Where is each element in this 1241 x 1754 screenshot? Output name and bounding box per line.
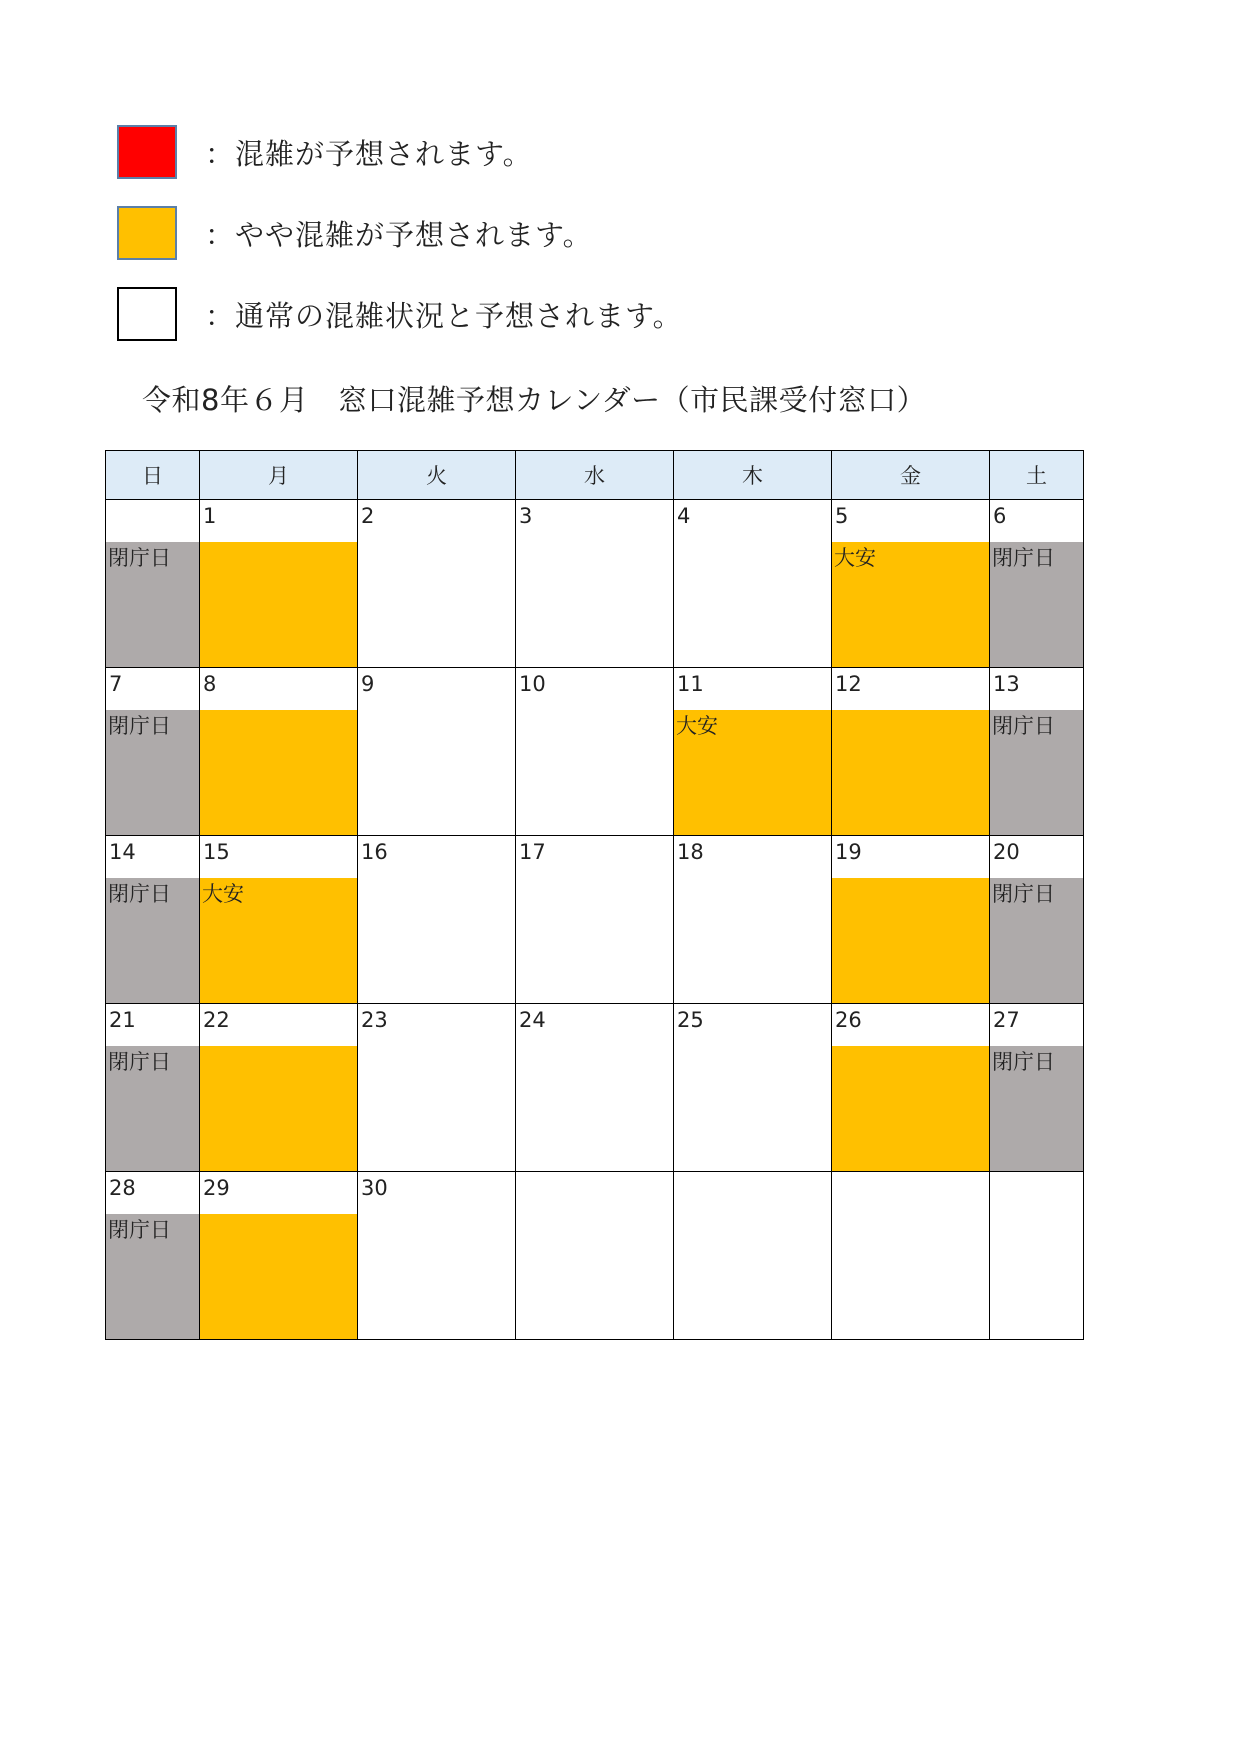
day-cell-content xyxy=(106,1004,199,1171)
day-number: 14 xyxy=(109,840,136,864)
day-status-closed: 閉庁日 xyxy=(106,710,199,835)
day-cell-content xyxy=(990,1172,1083,1339)
weekday-wed: 水 xyxy=(516,451,674,500)
day-status-closed: 閉庁日 xyxy=(106,542,199,667)
day-number: 25 xyxy=(677,1008,704,1032)
day-cell-content xyxy=(200,1004,357,1171)
calendar-day-cell xyxy=(358,1004,516,1172)
calendar-day-cell xyxy=(200,1172,358,1340)
day-number xyxy=(832,1172,989,1214)
day-number: 21 xyxy=(109,1008,136,1032)
day-status-moderate xyxy=(832,878,989,1003)
day-cell-content xyxy=(358,500,515,667)
day-cell-content xyxy=(358,836,515,1003)
calendar-day-cell xyxy=(516,836,674,1004)
day-number: 26 xyxy=(835,1008,862,1032)
day-status-normal xyxy=(358,542,515,667)
day-status-normal xyxy=(516,878,673,1003)
day-status-normal xyxy=(358,1214,515,1339)
calendar-day-cell xyxy=(106,668,200,836)
day-cell-content xyxy=(358,1172,515,1339)
legend-swatch-moderate xyxy=(117,206,177,260)
day-number: 1 xyxy=(203,504,217,528)
calendar-day-cell xyxy=(516,1172,674,1340)
calendar-day-cell xyxy=(200,500,358,668)
day-cell-content xyxy=(832,668,989,835)
day-cell-content xyxy=(106,836,199,1003)
calendar-day-cell xyxy=(358,836,516,1004)
calendar-day-cell xyxy=(990,500,1084,668)
calendar-day-cell xyxy=(674,836,832,1004)
day-number: 22 xyxy=(203,1008,230,1032)
day-status-closed: 閉庁日 xyxy=(990,1046,1083,1171)
weekday-thu: 木 xyxy=(674,451,832,500)
day-status-normal xyxy=(516,1214,673,1339)
day-number: 8 xyxy=(203,672,217,696)
calendar-day-cell xyxy=(200,836,358,1004)
day-number: 4 xyxy=(677,504,691,528)
day-status-normal xyxy=(358,1046,515,1171)
day-status-moderate: 大安 xyxy=(200,878,357,1003)
day-status-normal xyxy=(358,878,515,1003)
weekday-sat: 土 xyxy=(990,451,1084,500)
day-number: 30 xyxy=(361,1176,388,1200)
calendar-table xyxy=(105,450,1084,1340)
day-status-closed: 閉庁日 xyxy=(106,1046,199,1171)
day-cell-content xyxy=(832,1004,989,1171)
calendar-day-cell xyxy=(516,668,674,836)
day-status-moderate xyxy=(200,542,357,667)
day-status-moderate xyxy=(832,1046,989,1171)
day-cell-content xyxy=(674,1172,831,1339)
calendar-title: 令和8年６月 窓口混雑予想カレンダー（市民課受付窓口） xyxy=(142,383,927,417)
day-number: 3 xyxy=(519,504,533,528)
day-number: 18 xyxy=(677,840,704,864)
day-status-normal xyxy=(516,542,673,667)
legend-label-busy: ：混雑が予想されます。 xyxy=(205,136,533,171)
day-cell-content xyxy=(358,668,515,835)
day-status-moderate xyxy=(200,1214,357,1339)
calendar-day-cell xyxy=(674,1172,832,1340)
weekday-tue: 火 xyxy=(358,451,516,500)
day-status-closed: 閉庁日 xyxy=(106,1214,199,1339)
calendar-day-cell xyxy=(106,1004,200,1172)
day-status-normal xyxy=(674,542,831,667)
day-number: 15 xyxy=(203,840,230,864)
day-cell-content xyxy=(516,1172,673,1339)
day-cell-content xyxy=(990,836,1083,1003)
day-number xyxy=(106,500,199,542)
day-cell-content xyxy=(200,500,357,667)
day-status-normal xyxy=(674,878,831,1003)
day-cell-content xyxy=(832,836,989,1003)
day-cell-content xyxy=(674,668,831,835)
calendar-week-row xyxy=(106,1172,1084,1340)
legend-label-normal: ：通常の混雑状況と予想されます。 xyxy=(205,298,683,333)
legend-item-normal xyxy=(117,284,683,344)
calendar-day-cell xyxy=(106,836,200,1004)
day-status-normal xyxy=(990,1214,1083,1339)
day-status-moderate xyxy=(200,710,357,835)
day-number: 20 xyxy=(993,840,1020,864)
day-number: 5 xyxy=(835,504,849,528)
legend-item-moderate xyxy=(117,203,593,263)
day-cell-content xyxy=(516,668,673,835)
day-status-closed: 閉庁日 xyxy=(106,878,199,1003)
legend-swatch-normal xyxy=(117,287,177,341)
day-cell-content xyxy=(832,500,989,667)
day-cell-content xyxy=(832,1172,989,1339)
calendar-day-cell xyxy=(200,668,358,836)
day-number xyxy=(516,1172,673,1214)
calendar-day-cell xyxy=(106,1172,200,1340)
calendar-week-row xyxy=(106,1004,1084,1172)
legend-item-busy xyxy=(117,122,533,182)
calendar-week-row xyxy=(106,668,1084,836)
day-number: 13 xyxy=(993,672,1020,696)
calendar-week-row xyxy=(106,836,1084,1004)
calendar-day-cell xyxy=(832,500,990,668)
day-cell-content xyxy=(200,668,357,835)
calendar-week-row xyxy=(106,500,1084,668)
calendar-day-cell xyxy=(990,1004,1084,1172)
legend-swatch-busy xyxy=(117,125,177,179)
day-status-moderate xyxy=(832,710,989,835)
weekday-sun: 日 xyxy=(106,451,200,500)
calendar-day-cell xyxy=(200,1004,358,1172)
calendar-day-cell xyxy=(990,668,1084,836)
day-status-moderate: 大安 xyxy=(832,542,989,667)
day-number: 6 xyxy=(993,504,1007,528)
calendar-day-cell xyxy=(990,1172,1084,1340)
day-number: 16 xyxy=(361,840,388,864)
day-number: 9 xyxy=(361,672,375,696)
day-status-normal xyxy=(516,1046,673,1171)
day-cell-content xyxy=(106,668,199,835)
day-number: 23 xyxy=(361,1008,388,1032)
day-status-closed: 閉庁日 xyxy=(990,710,1083,835)
calendar-day-cell xyxy=(832,836,990,1004)
day-cell-content xyxy=(106,500,199,667)
day-status-normal xyxy=(674,1214,831,1339)
day-status-normal xyxy=(516,710,673,835)
calendar-day-cell xyxy=(674,668,832,836)
calendar-day-cell xyxy=(674,500,832,668)
day-status-normal xyxy=(832,1214,989,1339)
day-status-moderate: 大安 xyxy=(674,710,831,835)
day-status-closed: 閉庁日 xyxy=(990,878,1083,1003)
day-cell-content xyxy=(200,1172,357,1339)
weekday-fri: 金 xyxy=(832,451,990,500)
day-cell-content xyxy=(516,1004,673,1171)
calendar-day-cell xyxy=(358,668,516,836)
day-number: 27 xyxy=(993,1008,1020,1032)
calendar-day-cell xyxy=(516,1004,674,1172)
day-status-moderate xyxy=(200,1046,357,1171)
day-cell-content xyxy=(990,1004,1083,1171)
day-status-closed: 閉庁日 xyxy=(990,542,1083,667)
day-cell-content xyxy=(674,1004,831,1171)
calendar-day-cell xyxy=(358,1172,516,1340)
day-number: 29 xyxy=(203,1176,230,1200)
day-number: 11 xyxy=(677,672,704,696)
weekday-header-row xyxy=(106,451,1084,500)
day-number: 7 xyxy=(109,672,123,696)
calendar-day-cell xyxy=(674,1004,832,1172)
day-status-normal xyxy=(674,1046,831,1171)
day-number: 10 xyxy=(519,672,546,696)
day-cell-content xyxy=(358,1004,515,1171)
calendar-day-cell xyxy=(106,500,200,668)
day-cell-content xyxy=(990,500,1083,667)
day-status-normal xyxy=(358,710,515,835)
calendar-day-cell xyxy=(358,500,516,668)
legend-label-moderate: ：やや混雑が予想されます。 xyxy=(205,217,593,252)
day-number: 2 xyxy=(361,504,375,528)
day-number: 28 xyxy=(109,1176,136,1200)
day-cell-content xyxy=(674,836,831,1003)
day-number: 24 xyxy=(519,1008,546,1032)
day-cell-content xyxy=(106,1172,199,1339)
day-cell-content xyxy=(200,836,357,1003)
calendar-day-cell xyxy=(990,836,1084,1004)
day-cell-content xyxy=(990,668,1083,835)
day-number: 12 xyxy=(835,672,862,696)
day-cell-content xyxy=(516,500,673,667)
day-number xyxy=(674,1172,831,1214)
calendar-day-cell xyxy=(832,668,990,836)
day-number: 17 xyxy=(519,840,546,864)
calendar-day-cell xyxy=(516,500,674,668)
day-number: 19 xyxy=(835,840,862,864)
day-number xyxy=(990,1172,1083,1214)
weekday-mon: 月 xyxy=(200,451,358,500)
calendar-day-cell xyxy=(832,1172,990,1340)
day-cell-content xyxy=(516,836,673,1003)
calendar-day-cell xyxy=(832,1004,990,1172)
day-cell-content xyxy=(674,500,831,667)
